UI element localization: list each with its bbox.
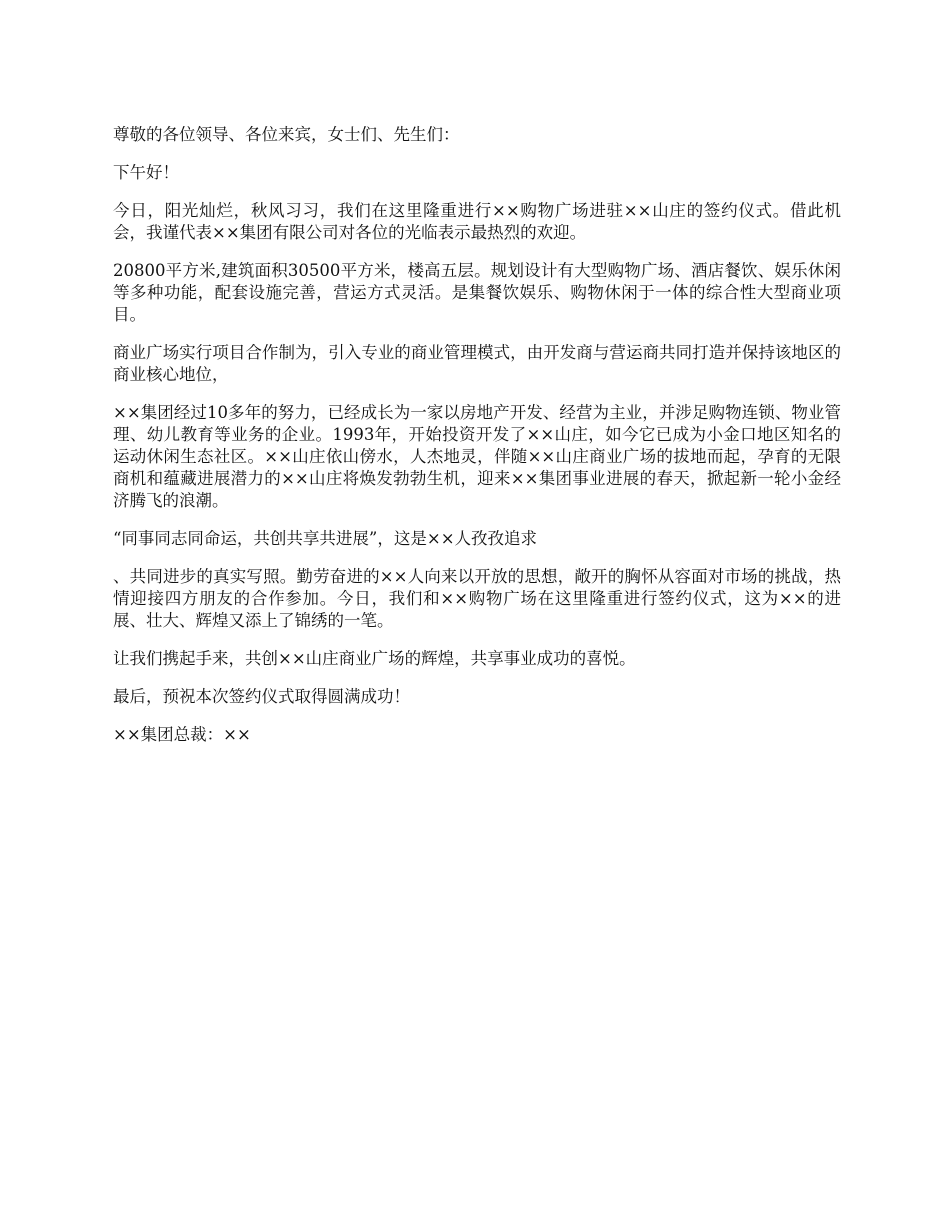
paragraph-closing-wish: 最后，预祝本次签约仪式取得圆满成功！ — [113, 687, 410, 706]
paragraph-group-history: ××集团经过10多年的努力，已经成长为一家以房地产开发、经营为主业，并涉足购物连锁、物业管理、幼儿教育等业务的企业。1993年，开始投资开发了××山庄，如今它已成为小金口地区知名的运动休闲生态社区。××山庄依山傍水，人杰地灵，伴随××山庄商业广场的拔地而起，孕育的无限商机和蕴藏进展潜力的××山庄将焕发勃勃生机，迎来××集团事业进展的春天，掀起新一轮小金经济腾飞的浪潮。 — [113, 403, 841, 510]
paragraph-motto: “同事同志同命运，共创共享共进展”，这是××人孜孜追求 — [113, 529, 538, 548]
signature-line: ××集团总裁：×× — [113, 725, 251, 744]
salutation: 尊敬的各位领导、各位来宾，女士们、先生们： — [113, 125, 460, 144]
paragraph-progress: 、共同进步的真实写照。勤劳奋进的××人向来以开放的思想，敞开的胸怀从容面对市场的挑战，热情迎接四方朋友的合作参加。今日，我们和××购物广场在这里隆重进行签约仪式，这为××的进展、壮大、辉煌又添上了锦绣的一笔。 — [113, 567, 841, 630]
document-body — [113, 124, 841, 762]
paragraph-project-overview: 20800平方米,建筑面积30500平方米，楼高五层。规划设计有大型购物广场、酒店餐饮、娱乐休闲等多种功能，配套设施完善，营运方式灵活。是集餐饮娱乐、购物休闲于一体的综合性大型商业项目。 — [113, 261, 841, 324]
paragraph-welcome: 今日，阳光灿烂，秋风习习，我们在这里隆重进行××购物广场进驻××山庄的签约仪式。借此机会，我谨代表××集团有限公司对各位的光临表示最热烈的欢迎。 — [113, 201, 841, 242]
paragraph-cooperation: 商业广场实行项目合作制为，引入专业的商业管理模式，由开发商与营运商共同打造并保持该地区的商业核心地位， — [113, 343, 841, 384]
paragraph-call-to-action: 让我们携起手来，共创××山庄商业广场的辉煌，共享事业成功的喜悦。 — [113, 649, 636, 668]
greeting: 下午好！ — [113, 163, 179, 182]
